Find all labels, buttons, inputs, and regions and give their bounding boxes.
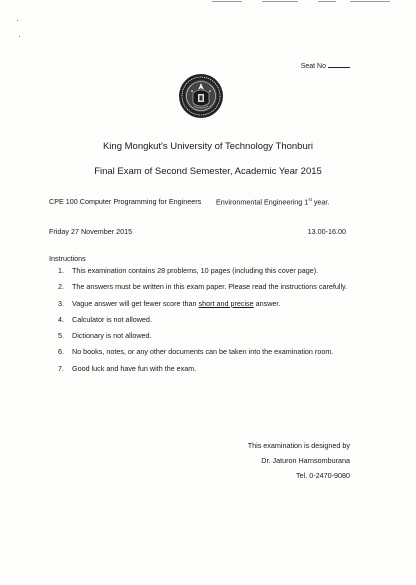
item-text: This examination contains 28 problems, 10 pages (including this cover page).: [72, 266, 319, 275]
instructions-list: [58, 266, 347, 380]
instructions-heading: Instructions: [49, 254, 86, 263]
list-item: [58, 299, 347, 315]
item-emphasis: short and precise: [198, 298, 254, 308]
designer-credit: This examination is designed by: [247, 441, 350, 450]
list-item: [58, 315, 347, 331]
item-text: Dictionary is not allowed.: [72, 331, 152, 341]
top-scan-rule: [318, 1, 336, 2]
list-item: [58, 282, 347, 298]
item-text: The answers must be written in this exam paper. Please read the instructions carefully.: [72, 282, 348, 292]
item-number: 1.: [58, 266, 64, 275]
seat-blank-line: [328, 67, 350, 68]
department-name: Environmental Engineering 1: [216, 197, 309, 207]
item-number: 7.: [58, 363, 64, 373]
seat-number-field: [301, 63, 350, 70]
item-text: No books, notes, or any other documents can be taken into the examination room.: [72, 347, 334, 357]
designer-name: Dr. Jaturon Harnsomburana: [261, 456, 350, 465]
item-text: answer.: [253, 298, 281, 308]
seat-label: Seat No: [300, 63, 326, 70]
course-title: CPE 100 Computer Programming for Engineers: [49, 197, 202, 206]
list-item: [58, 364, 347, 380]
item-number: 3.: [58, 298, 64, 308]
university-name: King Mongkut's University of Technology Thonburi: [102, 141, 314, 152]
list-item: [58, 266, 347, 282]
list-item: [58, 347, 347, 363]
list-item: [58, 331, 347, 347]
exam-time: 13.00-16.00: [307, 227, 346, 236]
item-number: 4.: [58, 314, 64, 324]
item-text: Good luck and have fun with the exam.: [72, 363, 197, 373]
top-scan-rule: [212, 1, 242, 2]
exam-date: Friday 27 November 2015: [49, 227, 133, 236]
item-text: Vague answer will get fewer score than: [72, 298, 199, 308]
item-number: 6.: [58, 347, 64, 357]
year-word: year.: [313, 197, 330, 207]
item-text: Calculator is not allowed.: [72, 314, 152, 324]
year-ordinal: st: [308, 197, 312, 202]
university-seal-icon: [178, 73, 224, 119]
top-scan-rule: [262, 1, 298, 2]
scan-speck: [19, 36, 20, 37]
item-number: 5.: [58, 331, 64, 341]
scan-speck: [17, 20, 18, 21]
exam-title: Final Exam of Second Semester, Academic Year 2015: [94, 166, 322, 177]
department: [216, 197, 329, 206]
designer-phone: Tel. 0-2470-9080: [296, 471, 350, 480]
top-scan-rule: [350, 1, 390, 2]
item-number: 2.: [58, 282, 64, 292]
